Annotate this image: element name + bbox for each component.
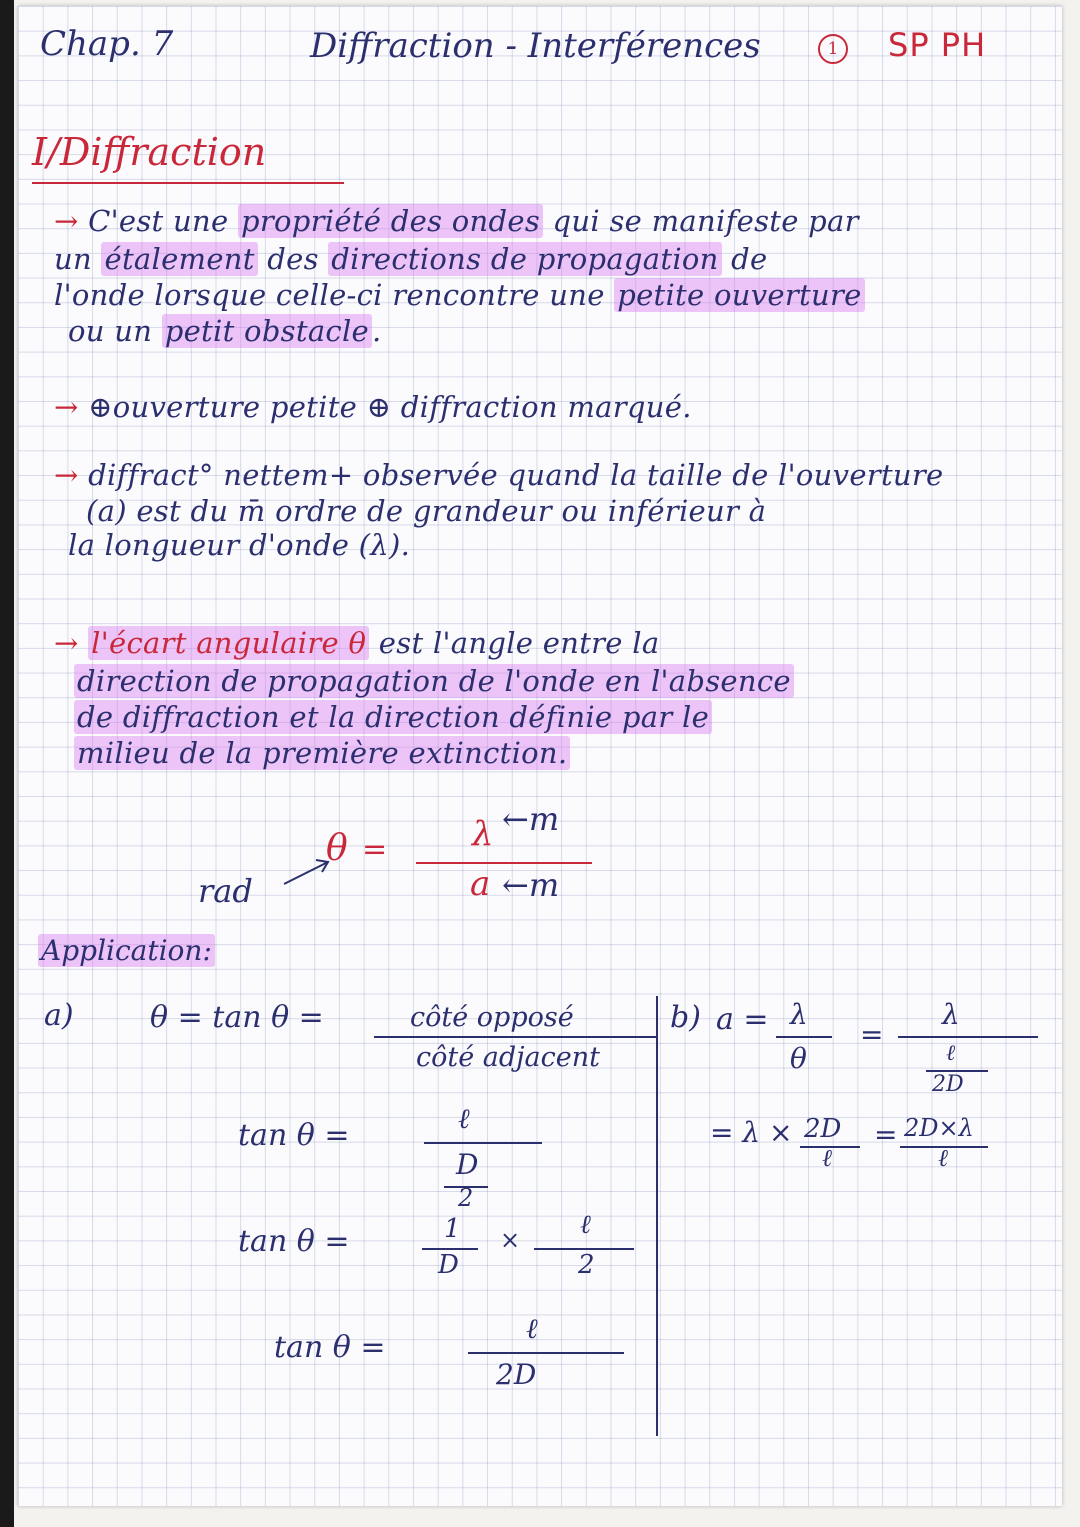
part-a-eq4-numerator: ℓ	[526, 1312, 538, 1345]
part-a-eq3-times: ×	[500, 1226, 521, 1254]
part-b-eq1-right-numerator: λ	[942, 998, 960, 1031]
part-a-eq1-lhs: θ = tan θ =	[150, 1000, 324, 1035]
part-b-eq1-right-bar	[898, 1036, 1038, 1038]
part-a-eq2-den-bottom: 2	[458, 1184, 474, 1212]
paragraph-1-line-1	[54, 204, 859, 238]
numerator-unit: ←m	[502, 800, 560, 838]
highlighted-term: Application:	[38, 934, 215, 967]
section-heading: I/Diffraction	[32, 130, 267, 174]
highlighted-term: propriété des ondes	[238, 204, 543, 238]
page-number-badge	[818, 34, 848, 64]
part-a-eq1-numerator: côté opposé	[410, 1002, 574, 1033]
arrow-icon: →	[54, 390, 79, 424]
part-b-eq1-denominator: θ	[790, 1042, 807, 1075]
column-divider	[656, 996, 658, 1436]
part-a-label: a)	[44, 998, 74, 1033]
highlighted-term: petite ouverture	[614, 278, 864, 312]
part-b-eq1-right-den-bottom: 2D	[932, 1072, 964, 1097]
part-b-eq2-equals: =	[874, 1118, 898, 1151]
arrow-icon: →	[54, 204, 79, 238]
part-b-eq1-equals: =	[860, 1018, 884, 1051]
paragraph-1-line-2	[54, 242, 768, 276]
text-segment: .	[372, 314, 382, 348]
part-a-eq2-numerator: ℓ	[458, 1102, 470, 1135]
paragraph-3-line-1	[54, 458, 944, 492]
highlighted-term: de diffraction et la direction définie par le	[74, 700, 712, 734]
highlighted-term: milieu de la première extinction.	[74, 736, 570, 770]
text-segment: l'onde lorsque celle-ci rencontre une	[54, 278, 615, 312]
subject-label: SP PH	[888, 26, 987, 64]
formula-equals: =	[362, 832, 388, 867]
part-b-eq2-denominator: ℓ	[822, 1144, 832, 1172]
part-b-eq2-right-numerator: 2D×λ	[904, 1114, 974, 1142]
part-b-eq1-lhs: a =	[716, 1002, 769, 1037]
paragraph-4-line-2	[74, 664, 794, 698]
highlighted-term: direction de propagation de l'onde en l'absence	[74, 664, 794, 698]
unit-label: rad	[198, 872, 253, 910]
paragraph-1-line-4	[68, 314, 382, 348]
part-a-eq2-lhs: tan θ =	[238, 1118, 350, 1153]
text-segment: est l'angle entre la	[369, 626, 660, 660]
highlighted-term: l'écart angulaire θ	[88, 626, 369, 660]
part-a-eq4-denominator: 2D	[496, 1358, 537, 1391]
paragraph-3-line-2: (a) est du m̄ ordre de grandeur ou inférieur à	[86, 494, 767, 528]
part-a-eq3-lhs: tan θ =	[238, 1224, 350, 1259]
application-title	[38, 934, 215, 967]
arrow-icon: →	[54, 458, 79, 492]
denominator-unit: ←m	[502, 866, 560, 904]
part-b-eq2-right-denominator: ℓ	[938, 1144, 948, 1172]
notebook-page	[18, 6, 1062, 1506]
part-b-eq1-right-den-top: ℓ	[946, 1041, 956, 1066]
part-a-eq2-bar	[424, 1142, 542, 1144]
text-segment: des	[257, 242, 329, 276]
part-b-eq2-numerator: 2D	[804, 1114, 842, 1144]
page-title: Diffraction - Interférences	[310, 26, 761, 66]
section-heading-underline	[32, 182, 344, 184]
text-segment: ⊕ouverture petite ⊕ diffraction marqué.	[88, 390, 692, 424]
paragraph-2	[54, 390, 692, 424]
paragraph-4-line-3	[74, 700, 712, 734]
part-a-eq2-den-top: D	[456, 1148, 479, 1181]
highlighted-term: étalement	[101, 242, 257, 276]
arrow-icon: →	[54, 626, 79, 660]
part-b-eq2-lhs: = λ ×	[710, 1116, 793, 1149]
part-b-label: b)	[670, 1000, 701, 1035]
page-number: 1	[827, 39, 839, 59]
text-segment: un	[54, 242, 102, 276]
part-a-eq3-f2-numerator: ℓ	[580, 1210, 591, 1240]
part-a-eq1-denominator: côté adjacent	[416, 1042, 600, 1073]
paragraph-3-line-3: la longueur d'onde (λ).	[68, 528, 411, 562]
part-a-eq3-f1-denominator: D	[438, 1250, 459, 1280]
part-a-eq3-f2-denominator: 2	[578, 1250, 595, 1280]
text-segment: de	[721, 242, 768, 276]
text-segment: diffract° nettem+ observée quand la taille de l'ouverture	[88, 458, 944, 492]
part-b-eq1-bar	[776, 1036, 832, 1038]
paragraph-4-line-1	[54, 626, 659, 660]
part-a-eq4-bar	[468, 1352, 624, 1354]
part-a-eq3-f1-numerator: 1	[444, 1214, 461, 1244]
highlighted-term: petit obstacle	[162, 314, 372, 348]
text-segment: C'est une	[88, 204, 238, 238]
divider-tick	[636, 1036, 656, 1038]
unit-arrow-icon	[280, 854, 340, 890]
formula-fraction-bar	[416, 862, 592, 864]
formula-theta: θ	[326, 828, 348, 869]
part-b-eq1-numerator: λ	[790, 998, 808, 1031]
formula-numerator: λ	[472, 814, 494, 854]
paragraph-1-line-3	[54, 278, 865, 312]
part-a-eq4-lhs: tan θ =	[274, 1330, 386, 1365]
chapter-label: Chap. 7	[40, 24, 174, 64]
text-segment: ou un	[68, 314, 162, 348]
paragraph-4-line-4	[74, 736, 570, 770]
binder-edge	[0, 0, 14, 1527]
formula-denominator: a	[470, 864, 491, 904]
text-segment: qui se manifeste par	[543, 204, 859, 238]
highlighted-term: directions de propagation	[328, 242, 721, 276]
part-a-eq1-bar	[374, 1036, 652, 1038]
